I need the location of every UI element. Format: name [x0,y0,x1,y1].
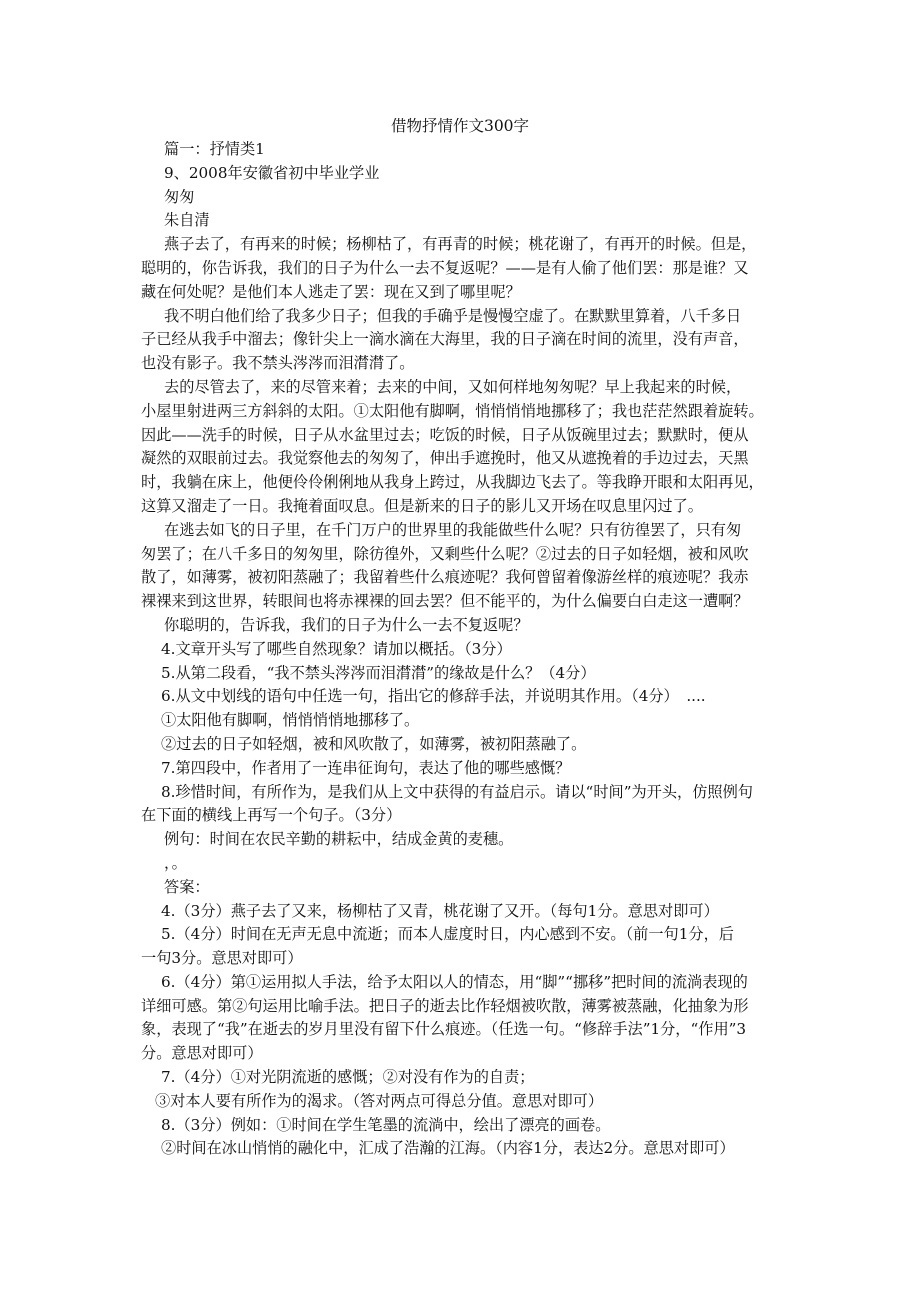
text-line: 我不明白他们给了我多少日子；但我的手确乎是慢慢空虚了。在默默里算着，八千多日 [164,306,742,325]
text-line: 凝然的双眼前过去。我觉察他去的匆匆了，伸出手遮挽时，他又从遮挽着的手边过去，天黑 [141,449,749,468]
text-line: 5.（4分）时间在无声无息中流逝；而本人虚度时日，内心感到不安。（前一句1分，后 [161,925,734,944]
text-line: ①太阳他有脚啊，悄悄悄悄地挪移了。 [161,711,420,730]
text-line: 子已经从我手中溜去；像针尖上一滴水滴在大海里，我的日子滴在时间的流里，没有声音， [141,330,749,349]
text-line: 散了，如薄雾，被初阳蒸融了；我留着些什么痕迹呢？我何曾留着像游丝样的痕迹呢？我赤 [141,568,749,587]
text-line: 9、2008年安徽省初中毕业学业 [164,163,380,182]
text-line: 你聪明的，告诉我，我们的日子为什么一去不复返呢？ [164,615,529,634]
text-line: ②时间在冰山悄悄的融化中，汇成了浩瀚的江海。（内容1分，表达2分。意思对即可） [161,1139,735,1158]
text-line: 一句3分。意思对即可） [141,949,303,968]
text-line: ②过去的日子如轻烟，被和风吹散了，如薄雾，被初阳蒸融了。 [161,734,587,753]
text-line: 去的尽管去了，来的尽管来着；去来的中间，又如何样地匆匆呢？早上我起来的时候， [164,377,742,396]
text-line: 8.珍惜时间，有所作为，是我们从上文中获得的有益启示。请以“时间”为开头，仿照例句 [161,782,753,801]
text-line: 燕子去了，有再来的时候；杨柳枯了，有再青的时候；桃花谢了，有再开的时候。但是， [164,235,757,254]
text-line: ，。 [164,853,187,872]
text-line: 8.（3分）例如：①时间在学生笔墨的流淌中，绘出了漂亮的画卷。 [161,1115,611,1134]
text-line: 匆罢了；在八千多日的匆匆里，除彷徨外，又剩些什么呢？②过去的日子如轻烟，被和风吹 [141,544,749,563]
text-line: 4.（3分）燕子去了又来，杨柳枯了又青，桃花谢了又开。（每句1分。意思对即可） [161,901,719,920]
text-line: 象，表现了“我”在逝去的岁月里没有留下什么痕迹。（任选一句。“修辞手法”1分，“作用”3 [141,1020,747,1039]
text-line: 藏在何处呢？是他们本人逃走了罢：现在又到了哪里呢？ [141,282,521,301]
text-line: 匆匆 [164,187,195,206]
text-line: 4.文章开头写了哪些自然现象？请加以概括。（3分） [161,639,512,658]
text-line: 这算又溜走了一日。我掩着面叹息。但是新来的日子的影儿又开场在叹息里闪过了。 [141,496,703,515]
text-line: 详细可感。第②句运用比喻手法。把日子的逝去比作轻烟被吹散，薄雾被蒸融，化抽象为形 [141,996,749,1015]
text-line: 篇一：抒情类1 [164,140,265,158]
text-line: 7.第四段中，作者用了一连串征询句，表达了他的哪些感慨？ [161,758,571,777]
document-body [141,138,781,1161]
text-line: 分。意思对即可） [141,1044,263,1063]
text-line: 时，我躺在床上，他便伶伶俐俐地从我身上跨过，从我脚边飞去了。等我睁开眼和太阳再见， [141,473,764,492]
text-line: 聪明的，你告诉我，我们的日子为什么一去不复返呢？——是有人偷了他们罢：那是谁？又 [141,258,749,277]
text-line: 6.（4分）第①运用拟人手法，给予太阳以人的情态，用“脚”“挪移”把时间的流淌表现的 [161,972,748,991]
text-line: 在逃去如飞的日子里，在千门万户的世界里的我能做些什么呢？只有彷徨罢了，只有匆 [164,520,742,539]
text-line: 6.从文中划线的语句中任选一句，指出它的修辞手法，并说明其作用。（4分） .... [161,687,706,706]
text-line: ③对本人要有所作为的渴求。（答对两点可得总分值。意思对即可） [155,1091,604,1110]
text-line: 也没有影子。我不禁头涔涔而泪潸潸了。 [141,354,415,373]
text-line: 答案： [164,877,210,896]
page-title: 借物抒情作文300字 [390,117,530,135]
text-line: 在下面的横线上再写一个句子。（3分） [141,806,402,825]
text-line: 小屋里射进两三方斜斜的太阳。①太阳他有脚啊，悄悄悄悄地挪移了；我也茫茫然跟着旋转。 [141,401,764,420]
text-line: 裸裸来到这世界，转眼间也将赤裸裸的回去罢？但不能平的，为什么偏要白白走这一遭啊？ [141,592,749,611]
text-line: 5.从第二段看，“我不禁头涔涔而泪潸潸”的缘故是什么？（4分） [161,663,596,682]
text-line: 朱自清 [164,211,210,230]
text-line: 7.（4分）①对光阴流逝的感慨；②对没有作为的自责； [161,1068,535,1087]
text-line: 因此——洗手的时候，日子从水盆里过去；吃饭的时候，日子从饭碗里过去；默默时，便从 [141,425,749,444]
text-line: 例句：时间在农民辛勤的耕耘中，结成金黄的麦穗。 [164,830,514,849]
